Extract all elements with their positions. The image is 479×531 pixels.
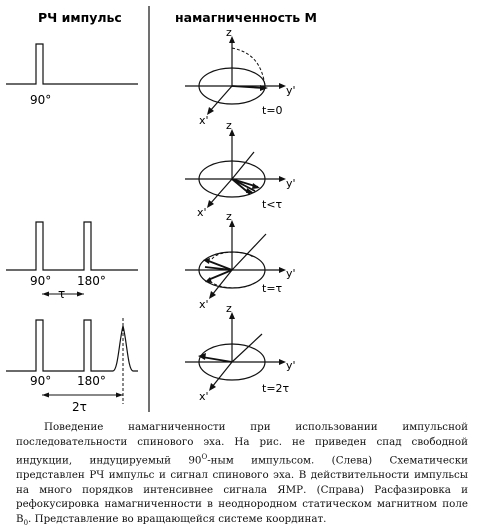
pulse-label-90: 90° xyxy=(30,93,52,107)
pulse-sequence-90 xyxy=(6,44,138,107)
axis-label-x: x' xyxy=(197,206,207,219)
pulse-label-90c: 90° xyxy=(30,374,52,388)
axis-label-z: z xyxy=(226,119,232,132)
pulse-label-90b: 90° xyxy=(30,274,52,288)
axis-label-z: z xyxy=(226,302,232,315)
axis-label-y: y' xyxy=(286,267,296,280)
time-label-t0: t=0 xyxy=(262,104,283,117)
axis-label-z: z xyxy=(226,26,232,39)
magnetization-panel-t-2tau xyxy=(185,302,296,403)
axis-label-y: y' xyxy=(286,177,296,190)
axis-label-x: x' xyxy=(199,114,209,127)
pulse-label-180: 180° xyxy=(77,274,106,288)
tau-interval-label: τ xyxy=(58,287,66,301)
axis-label-y: y' xyxy=(286,359,296,372)
magnetization-panel-t-less-tau xyxy=(185,119,296,219)
left-column-header: РЧ импульс xyxy=(38,10,122,25)
time-label-t-2tau: t=2τ xyxy=(262,382,290,395)
axis-label-x: x' xyxy=(199,390,209,403)
axis-label-x: x' xyxy=(199,298,209,311)
right-column-header: намагниченность М xyxy=(175,10,317,25)
time-label-t-tau: t=τ xyxy=(262,282,283,295)
time-label-t-less-tau: t<τ xyxy=(262,198,283,211)
pulse-label-180b: 180° xyxy=(77,374,106,388)
pulse-sequence-echo xyxy=(6,318,138,414)
magnetization-panel-t-tau xyxy=(185,210,296,311)
axis-label-y: y' xyxy=(286,84,296,97)
axis-label-z: z xyxy=(226,210,232,223)
pulse-sequence-90-180 xyxy=(6,222,138,301)
magnetization-panel-t0 xyxy=(185,26,296,127)
figure-caption: Поведение намагниченности при использовании импульсной последовательности спинового эха. На рис. не приведен спад свободной индукции, индуцируемый $90^O$-ным импульсом. (Слева) Схематически представлен РЧ импульс и сигнал спинового эха. В действительности импульсы на много порядков интенсивнее сигнала ЯМР. (Справа) Расфазировка и рефокусировка намагниченности в неоднородном статическом магнитном поле $B_0$. Представление во вращающейся системе координат. xyxy=(16,421,468,528)
spin-echo-signal xyxy=(113,326,138,371)
two-tau-interval-label: 2τ xyxy=(72,400,87,414)
